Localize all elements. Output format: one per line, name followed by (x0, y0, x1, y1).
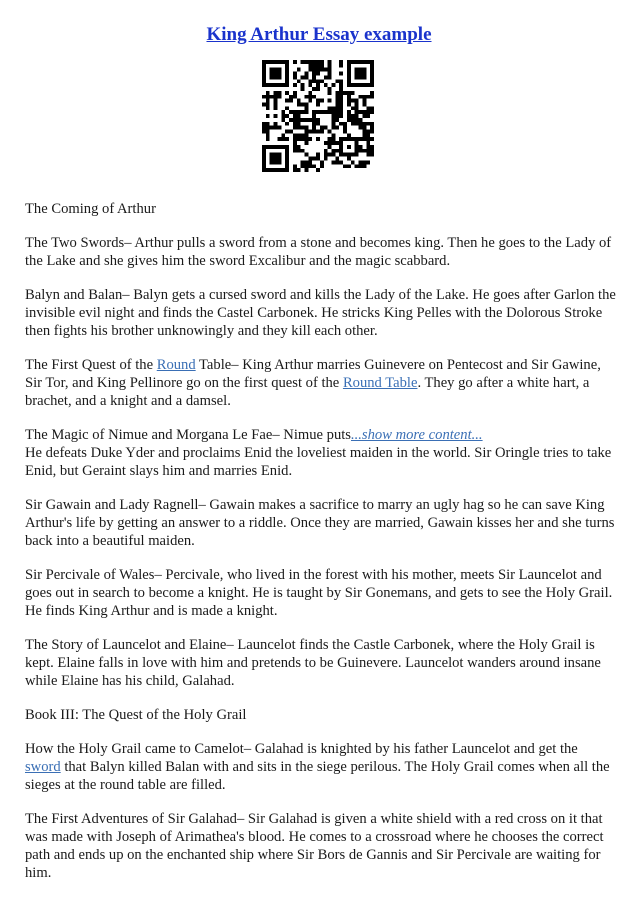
paragraph-balyn-and-balan: Balyn and Balan– Balyn gets a cursed sword and kills the Lady of the Lake. He goes after Garlon the invisible evil night and finds the Castel Carbonek. He stricks King Pelles with the Dolorous Stroke then fights his brother unknowingly and they kill each other. (25, 287, 616, 339)
paragraph-two-swords: The Two Swords– Arthur pulls a sword from a stone and becomes king. Then he goes to the Lady of the Lake and she gives him the sword Excalibur and the magic scabbard. (25, 235, 612, 269)
paragraph-text: He defeats Duke Yder and proclaims Enid the loveliest maiden in the world. Sir Oringle tries to take Enid, but Geraint slays him and marries Enid. (25, 445, 612, 479)
round-link[interactable]: Round (156, 357, 196, 373)
paragraph-magic-of-nimue (25, 426, 617, 480)
round-table-link[interactable]: Round Table (342, 375, 418, 391)
paragraph-text: . They go after a white hart, a brachet, and a knight and a damsel. (25, 375, 590, 409)
paragraph-text: Table– King Arthur marries Guinevere on Pentecost and Sir Gawine, Sir Tor, and King Pellinore go on the first quest of the (25, 357, 601, 391)
paragraph-text: that Balyn killed Balan with and sits in the siege perilous. The Holy Grail comes when all the sieges at the round table are filled. (25, 759, 610, 793)
paragraph-text: The First Quest of the (25, 357, 157, 373)
essay-body (25, 200, 617, 882)
page-title[interactable]: King Arthur Essay example (206, 24, 432, 45)
paragraph-launcelot-and-elaine: The Story of Launcelot and Elaine– Launcelot finds the Castle Carbonek, where the Holy Grail is kept. Elaine falls in love with him and pretends to be Guinevere. Launcelot wanders around insane while Elaine has his child, Galahad. (25, 637, 601, 689)
paragraph-text: The Magic of Nimue and Morgana Le Fae– Nimue puts (25, 427, 351, 443)
paragraph-text: How the Holy Grail came to Camelot– Galahad is knighted by his father Launcelot and get the (25, 741, 578, 757)
qr-code-icon (262, 60, 374, 172)
paragraph-coming-of-arthur: The Coming of Arthur (25, 201, 156, 217)
sword-link[interactable]: sword (25, 759, 61, 775)
paragraph-first-adventures-galahad: The First Adventures of Sir Galahad– Sir Galahad is given a white shield with a red cross on it that was made with Joseph of Arimathea's blood. He comes to a crossroad where he chooses the correct path and ends up on the enchanted ship where Sir Bors de Gannis and Sir Percivale are waiting for him. (25, 811, 604, 881)
paragraph-gawain-and-ragnell: Sir Gawain and Lady Ragnell– Gawain makes a sacrifice to marry an ugly hag so he can save King Arthur's life by getting an answer to a riddle. Once they are married, Gawain kisses her and she turns back into a beautiful maiden. (25, 497, 615, 549)
paragraph-holy-grail-camelot (25, 740, 617, 794)
paragraph-book-three-heading: Book III: The Quest of the Holy Grail (25, 707, 247, 723)
show-more-content-link[interactable]: ...show more content... (350, 427, 483, 443)
paragraph-first-quest (25, 356, 617, 410)
paragraph-percivale-of-wales: Sir Percivale of Wales– Percivale, who lived in the forest with his mother, meets Sir Launcelot and goes out in search to become a knight. He is taught by Sir Gonemans, and gets to see the Holy Grail. He finds King Arthur and is made a knight. (25, 567, 613, 619)
